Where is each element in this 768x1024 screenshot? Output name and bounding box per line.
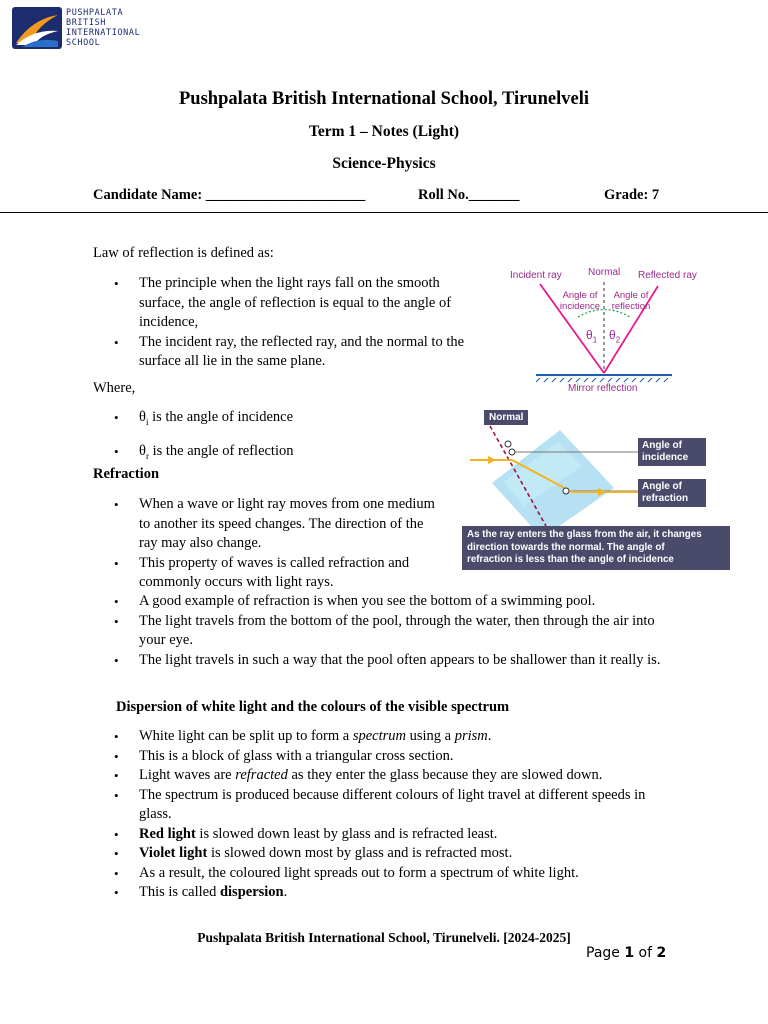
school-logo xyxy=(12,6,152,50)
refraction-caption-line3: refraction is less than the angle of incidence xyxy=(467,554,674,565)
d1-spectrum: spectrum xyxy=(352,728,406,744)
list-item: • A good example of refraction is when you see the bottom of a swimming pool. xyxy=(93,592,673,612)
list-item: • The light travels from the bottom of the pool, through the water, then through the air into your eye. xyxy=(93,612,673,651)
school-title: Pushpalata British International School, Tirunelveli xyxy=(179,89,589,109)
d1-prism: prism xyxy=(454,728,488,744)
normal-point-3 xyxy=(563,488,569,494)
angle-incidence-label xyxy=(558,290,602,312)
normal-label: Normal xyxy=(588,267,621,278)
angle-incidence-line2: incidence xyxy=(559,301,601,312)
list-item xyxy=(93,442,393,466)
theta-list xyxy=(93,408,393,467)
page-number xyxy=(586,945,666,961)
list-item: • As a result, the coloured light spreads out to form a spectrum of white light. xyxy=(93,864,673,884)
subject-title: Science-Physics xyxy=(332,155,436,172)
page-current: 1 xyxy=(624,945,635,961)
where-label: Where, xyxy=(93,380,136,396)
dispersion-list xyxy=(93,727,673,903)
d1-pre: White light can be split up to form a xyxy=(139,728,353,744)
footer-school-year: Pushpalata British International School, Tirunelveli. [2024-2025] xyxy=(197,930,571,945)
list-item: • This is a block of glass with a triangular cross section. xyxy=(93,747,673,767)
theta-1-label xyxy=(586,328,597,344)
page-total: 2 xyxy=(656,945,667,961)
theta-r-subscript: r xyxy=(145,451,149,462)
grade-field: Grade: 7 xyxy=(604,187,660,203)
refraction-diagram xyxy=(462,408,730,568)
theta-i-symbol: θ xyxy=(139,409,146,425)
d1-mid: using a xyxy=(406,728,455,744)
list-item: • This property of waves is called refraction and commonly occurs with light rays. xyxy=(93,554,443,593)
d8-pre: This is called xyxy=(139,884,220,900)
reflection-list xyxy=(93,274,483,372)
theta-1-subscript: 1 xyxy=(592,335,598,345)
theta-r-text: is the angle of reflection xyxy=(148,443,294,460)
roll-no-field: Roll No._______ xyxy=(418,187,520,203)
angle-reflection-line2: reflection xyxy=(611,301,651,312)
list-item xyxy=(93,844,673,864)
angle-incidence-box-line2: incidence xyxy=(642,452,689,463)
logo-line-3: INTERNATIONAL xyxy=(66,28,141,38)
theta-r-symbol: θ xyxy=(139,443,146,460)
theta-i-text: is the angle of incidence xyxy=(148,409,294,425)
reflection-intro: Law of reflection is defined as: xyxy=(93,245,274,261)
mirror-reflection-diagram xyxy=(500,262,700,398)
list-item: • The principle when the light rays fall on the smooth surface, the angle of reflection is equal to the angle of incidence, xyxy=(93,274,483,333)
normal-box: Normal xyxy=(484,410,528,425)
list-item: • The light travels in such a way that the pool often appears to be shallower than it really is. xyxy=(93,651,673,671)
d8-dispersion: dispersion xyxy=(219,884,284,900)
d3-refracted: refracted xyxy=(235,767,288,783)
list-item: • When a wave or light ray moves from one medium to another its speed changes. The direction of the ray may also change. xyxy=(93,495,443,554)
angle-refraction-box-line2: refraction xyxy=(642,493,689,504)
candidate-name-field: Candidate Name: ______________________ xyxy=(93,187,366,203)
angle-reflection-label xyxy=(608,290,654,312)
ray-arrow-1 xyxy=(488,456,496,464)
angle-incidence-line1: Angle of xyxy=(562,290,598,301)
refraction-caption-line1: As the ray enters the glass from the air, it changes xyxy=(467,529,702,540)
theta-2-symbol: θ xyxy=(609,328,616,342)
angle-reflection-line1: Angle of xyxy=(613,290,649,301)
angle-incidence-box-line1: Angle of xyxy=(642,440,682,451)
d3-end: as they enter the glass because they are slowed down. xyxy=(287,767,603,783)
d8-end: . xyxy=(283,884,288,900)
angle-incidence-box xyxy=(638,438,706,466)
theta-1-symbol: θ xyxy=(586,328,593,342)
list-item xyxy=(93,883,673,903)
logo-line-2: BRITISH xyxy=(66,18,107,28)
term-title: Term 1 – Notes (Light) xyxy=(308,123,460,140)
list-item xyxy=(93,408,393,432)
reflected-ray-label: Reflected ray xyxy=(638,270,697,281)
angle-refraction-box-line1: Angle of xyxy=(642,481,682,492)
refraction-list-wide xyxy=(93,592,673,670)
reflection-diagram-svg xyxy=(500,262,700,398)
refraction-heading: Refraction xyxy=(93,466,160,482)
d3-pre: Light waves are xyxy=(139,767,236,783)
d6-rest: is slowed down most by glass and is refracted most. xyxy=(207,845,513,861)
refraction-list-narrow xyxy=(93,495,443,593)
dispersion-heading: Dispersion of white light and the colours of the visible spectrum xyxy=(116,699,510,715)
theta-i-subscript: i xyxy=(145,416,149,427)
incident-ray-label: Incident ray xyxy=(510,270,562,281)
d1-end: . xyxy=(487,728,492,744)
mirror-reflection-caption: Mirror reflection xyxy=(568,383,638,394)
normal-point-2 xyxy=(509,449,515,455)
normal-point-1 xyxy=(505,441,511,447)
header-rule xyxy=(0,212,768,213)
d6-violet-light: Violet light xyxy=(139,845,208,861)
refraction-caption-line2: direction towards the normal. The angle of xyxy=(467,541,665,553)
mirror-hatching xyxy=(536,378,668,382)
d5-red-light: Red light xyxy=(139,825,196,842)
logo-emblem-icon xyxy=(12,7,62,49)
theta-2-subscript: 2 xyxy=(615,335,621,345)
list-item: • The spectrum is produced because different colours of light travel at different speeds in glass. xyxy=(93,786,673,825)
refraction-caption-box xyxy=(462,526,730,570)
angle-refraction-box xyxy=(638,479,706,507)
list-item xyxy=(93,825,673,845)
list-item: • The incident ray, the reflected ray, and the normal to the surface all lie in the same plane. xyxy=(93,333,483,372)
list-item xyxy=(93,766,673,786)
page-of: of xyxy=(634,945,657,961)
list-item xyxy=(93,727,673,747)
logo-line-4: SCHOOL xyxy=(66,38,101,48)
d5-rest: is slowed down least by glass and is refracted least. xyxy=(195,825,498,842)
page-word: Page xyxy=(586,945,625,961)
logo-line-1: PUSHPALATA xyxy=(66,8,124,18)
theta-2-label xyxy=(609,328,620,344)
